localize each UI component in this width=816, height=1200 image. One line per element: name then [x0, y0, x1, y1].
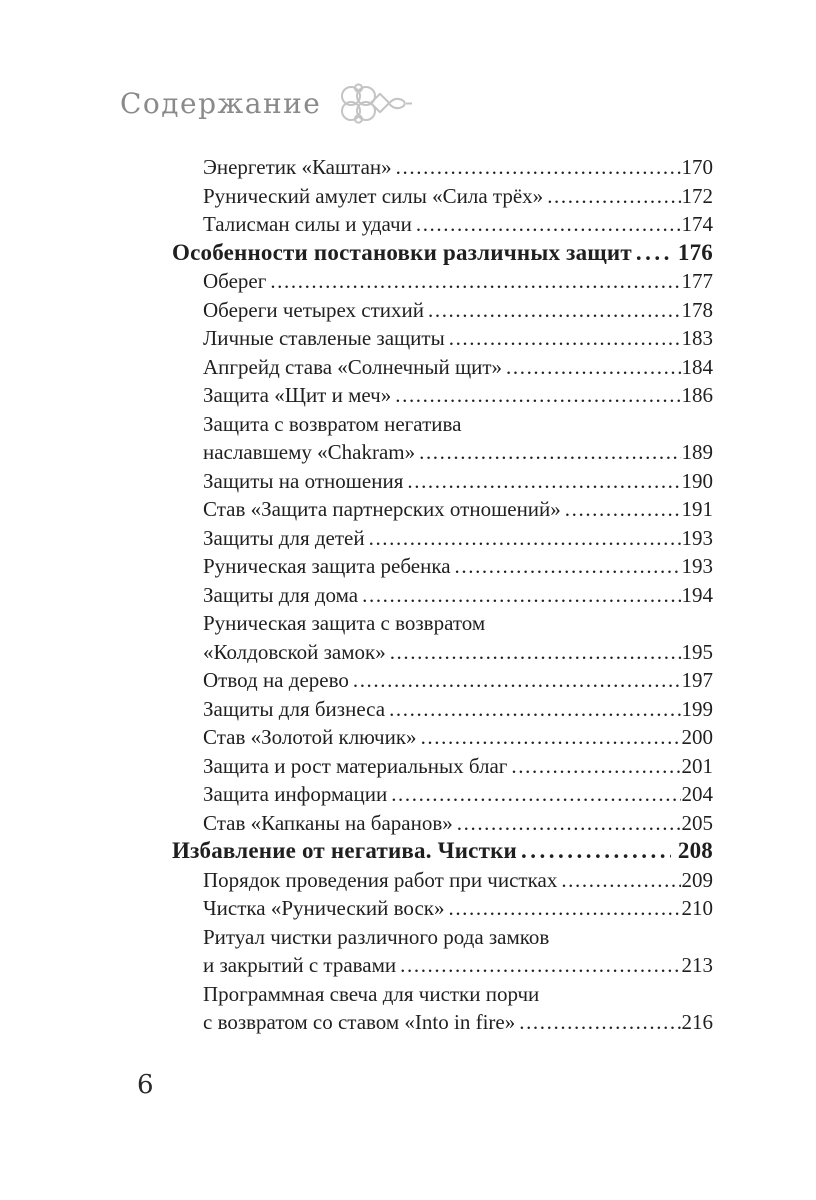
toc-page-number: 213 [681, 953, 713, 977]
toc-leader-dots [353, 666, 681, 695]
toc-header [120, 80, 415, 126]
toc-page-number: 209 [681, 867, 713, 892]
toc-entry-row [172, 666, 713, 695]
celtic-knot-ornament [337, 80, 415, 126]
toc-section-title: Особенности постановки различных защит [172, 239, 632, 265]
toc-leader-dots [391, 780, 680, 809]
toc-entry-row [172, 951, 713, 980]
toc-leader-dots [396, 153, 681, 182]
toc-leader-dots [511, 752, 680, 781]
toc-entry-row [172, 809, 713, 838]
toc-page-number: 199 [681, 696, 713, 721]
toc-entry-row [172, 723, 713, 752]
toc-entry-row [172, 438, 713, 467]
toc-page-number: 189 [681, 440, 713, 464]
toc-page-number: 174 [681, 212, 713, 236]
toc-entry-title: Отвод на дерево [203, 668, 349, 692]
toc-entry-row [172, 153, 713, 182]
toc-leader-dots [457, 809, 681, 838]
toc-leader-dots [390, 638, 681, 667]
toc-leader-dots [565, 495, 681, 524]
toc-entry-title: Защиты на отношения [203, 468, 404, 493]
toc-entry-row [172, 353, 713, 382]
toc-entry-title: Рунический амулет силы «Сила трёх» [203, 183, 544, 208]
toc-page-number: 178 [681, 297, 713, 322]
folio-page-number: 6 [137, 1070, 154, 1100]
toc-entry-title: Талисман силы и удачи [203, 212, 412, 236]
toc-entry-title: Оберег [203, 269, 267, 293]
toc-leader-dots [369, 524, 681, 553]
toc-leader-dots [547, 182, 680, 211]
toc-entry-title: Защиты для детей [203, 525, 365, 550]
toc-title: Содержание [120, 86, 322, 120]
toc-leader-dots [561, 866, 680, 895]
toc-leader-dots [419, 438, 680, 467]
toc-entry-row [172, 894, 713, 923]
toc-page-number: 193 [681, 525, 713, 550]
toc-page-number: 201 [681, 753, 713, 778]
toc-entry-row [172, 210, 713, 239]
toc-entry-title: Защита информации [203, 782, 388, 806]
toc-section-title: Избавление от негатива. Чистки [172, 838, 517, 863]
toc-page-number: 205 [681, 810, 713, 835]
toc-entry-title: Энергетик «Каштан» [203, 155, 392, 179]
toc-page-number: 190 [681, 468, 713, 493]
toc-entry-row [172, 552, 713, 581]
toc-entry-title: с возвратом со ставом «Into in fire» [203, 1010, 516, 1034]
toc-leader-dots [455, 552, 681, 581]
toc-page-number: 216 [681, 1010, 713, 1034]
toc-entry-title: Став «Золотой ключик» [203, 725, 417, 749]
toc-entry-row [172, 695, 713, 724]
toc-entry-title: Руническая защита с возвратом [203, 611, 486, 635]
toc-entry-row [172, 752, 713, 781]
toc-entry-title: Защита «Щит и меч» [203, 383, 392, 407]
toc-page-number: 200 [681, 725, 713, 749]
toc-page-number: 191 [681, 497, 713, 521]
toc-entry-title: наславшему «Chakram» [203, 440, 416, 464]
toc-page-number: 210 [681, 896, 713, 920]
toc-entry-title: «Колдовской замок» [203, 639, 386, 664]
toc-page-number: 194 [681, 582, 713, 607]
toc-page-number: 193 [681, 554, 713, 578]
toc-leader-dots [389, 695, 680, 724]
toc-entry-title: Чистка «Рунический воск» [203, 896, 445, 920]
toc-entry-title: Программная свеча для чистки порчи [203, 981, 540, 1006]
toc-section-row [172, 837, 713, 866]
toc-section-row [172, 239, 713, 268]
toc-leader-dots [270, 267, 680, 296]
toc-leader-dots [407, 467, 680, 496]
toc-page-number: 197 [681, 668, 713, 692]
toc-entry-row [172, 467, 713, 496]
toc-entry-title: Защиты для бизнеса [203, 696, 386, 721]
toc-entry-title: Став «Капканы на баранов» [203, 810, 453, 835]
toc-leader-dots [636, 239, 671, 268]
toc-leader-dots [448, 894, 680, 923]
toc-entry-row [172, 524, 713, 553]
toc-list [172, 153, 713, 1037]
toc-entry-row [172, 1008, 713, 1037]
toc-entry-row [172, 495, 713, 524]
toc-entry-row [172, 866, 713, 895]
toc-entry-row [172, 182, 713, 211]
toc-leader-dots [400, 951, 680, 980]
toc-leader-dots [519, 1008, 680, 1037]
toc-entry-row [172, 923, 713, 952]
toc-entry-title: Апгрейд става «Солнечный щит» [203, 354, 503, 379]
toc-entry-row [172, 780, 713, 809]
toc-leader-dots [421, 723, 681, 752]
toc-leader-dots [449, 324, 681, 353]
toc-entry-title: и закрытий с травами [203, 953, 397, 977]
toc-page-number: 186 [681, 383, 713, 407]
toc-entry-title: Руническая защита ребенка [203, 554, 451, 578]
toc-entry-title: Обереги четырех стихий [203, 297, 424, 322]
toc-entry-row [172, 410, 713, 439]
toc-entry-title: Ритуал чистки различного рода замков [203, 924, 550, 949]
toc-entry-row [172, 609, 713, 638]
toc-leader-dots [521, 837, 671, 866]
toc-page-number: 170 [681, 155, 713, 179]
toc-leader-dots [416, 210, 681, 239]
toc-page-number: 183 [681, 326, 713, 350]
toc-page-number: 195 [681, 639, 713, 664]
toc-leader-dots [395, 381, 680, 410]
toc-page-number: 184 [681, 354, 713, 379]
toc-leader-dots [506, 353, 680, 382]
toc-entry-title: Став «Защита партнерских отношений» [203, 497, 561, 521]
toc-entry-title: Порядок проведения работ при чистках [203, 867, 558, 892]
toc-entry-title: Защита с возвратом негатива [203, 411, 462, 436]
toc-entry-row [172, 581, 713, 610]
toc-entry-row [172, 267, 713, 296]
toc-entry-row [172, 381, 713, 410]
toc-page-number: 208 [677, 838, 713, 863]
toc-leader-dots [428, 296, 681, 325]
toc-entry-row [172, 638, 713, 667]
toc-page-number: 176 [677, 239, 713, 265]
toc-leader-dots [362, 581, 680, 610]
toc-page-number: 177 [681, 269, 713, 293]
toc-entry-row [172, 296, 713, 325]
toc-entry-row [172, 324, 713, 353]
toc-page-number: 204 [681, 782, 713, 806]
toc-entry-row [172, 980, 713, 1009]
toc-entry-title: Личные ставленые защиты [203, 326, 445, 350]
toc-entry-title: Защиты для дома [203, 582, 359, 607]
toc-page-number: 172 [681, 183, 713, 208]
toc-entry-title: Защита и рост материальных благ [203, 753, 508, 778]
